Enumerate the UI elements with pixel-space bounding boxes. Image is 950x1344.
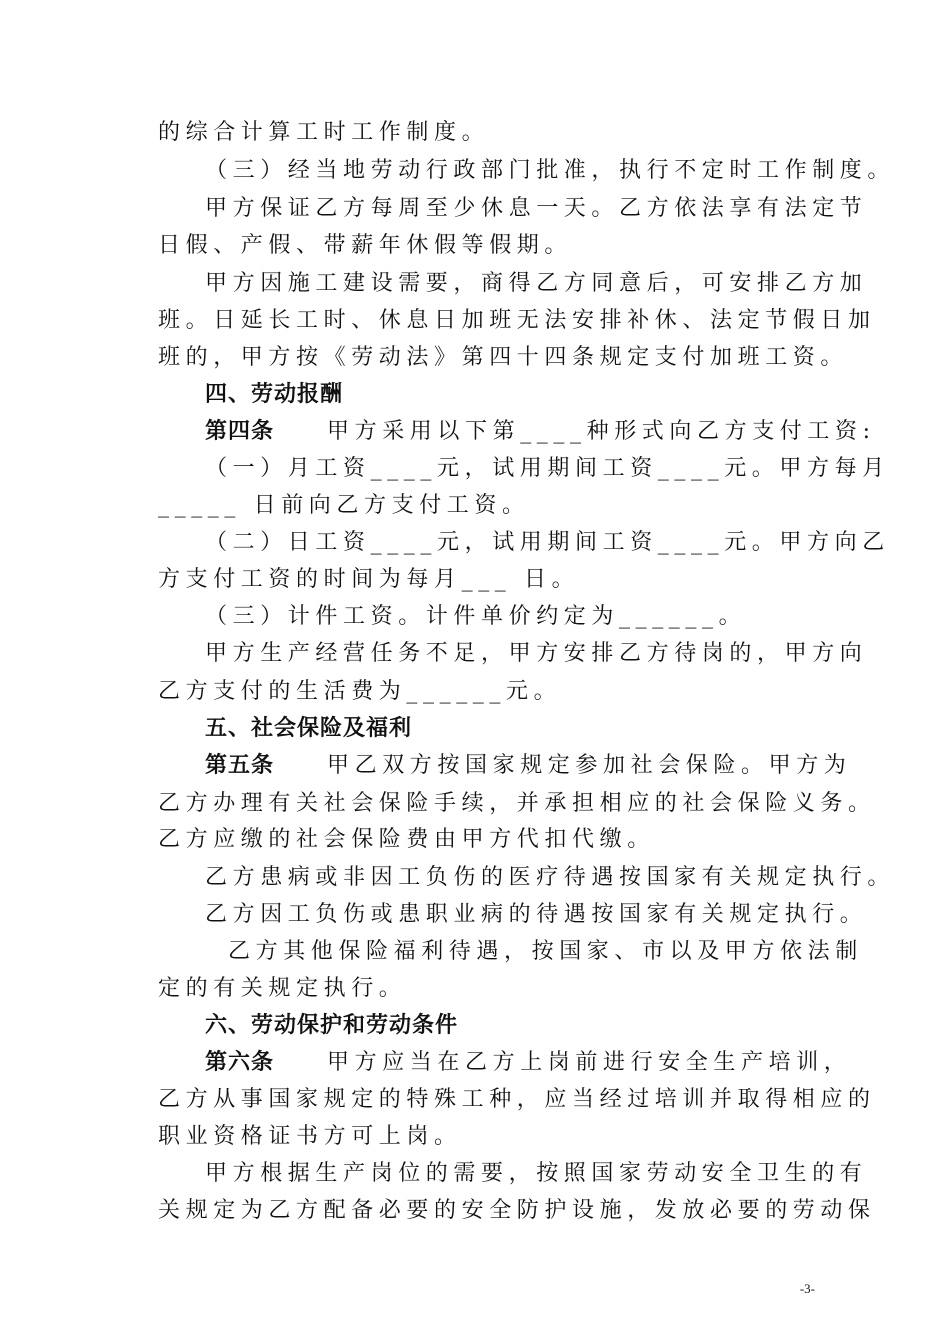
paragraph-line: 班的，甲方按《劳动法》第四十四条规定支付加班工资。 [158, 345, 849, 370]
paragraph-line: （三）经当地劳动行政部门批准，执行不定时工作制度。 [205, 158, 896, 183]
paragraph-line: （一）月工资____元，试用期间工资____元。甲方每月 [205, 456, 890, 481]
article-label: 第五条 [205, 753, 275, 778]
paragraph-line: 甲方因施工建设需要，商得乙方同意后，可安排乙方加 [205, 271, 868, 296]
paragraph-line: （三）计件工资。计件单价约定为______。 [205, 604, 747, 629]
article-line [205, 1046, 852, 1080]
section-heading: 六、劳动保护和劳动条件 [205, 1013, 459, 1038]
paragraph-line: 乙方其他保险福利待遇，按国家、市以及甲方依法制 [228, 939, 863, 964]
paragraph-line: 乙方应缴的社会保险费由甲方代扣代缴。 [158, 827, 655, 852]
section-heading: 四、劳动报酬 [205, 382, 344, 407]
article-text: 甲方采用以下第____种形式向乙方支付工资: [327, 419, 876, 444]
article-label: 第四条 [205, 419, 275, 444]
paragraph-line: 班。日延长工时、休息日加班无法安排补休、法定节假日加 [158, 308, 876, 333]
page-number: -3- [799, 1281, 815, 1296]
article-label: 第六条 [205, 1050, 275, 1075]
paragraph-line: （二）日工资____元，试用期间工资____元。甲方向乙 [205, 530, 890, 555]
paragraph-line: 甲方根据生产岗位的需要，按照国家劳动安全卫生的有 [205, 1161, 868, 1186]
paragraph-line: 乙方从事国家规定的特殊工种，应当经过培训并取得相应的 [158, 1087, 876, 1112]
paragraph-line: 关规定为乙方配备必要的安全防护设施，发放必要的劳动保 [158, 1198, 876, 1223]
paragraph-line: 乙方支付的生活费为______元。 [158, 679, 562, 704]
article-line [205, 749, 852, 783]
section-heading: 五、社会保险及福利 [205, 716, 413, 741]
paragraph-line: 的综合计算工时工作制度。 [158, 120, 490, 145]
paragraph-line: 职业资格证书方可上岗。 [158, 1124, 462, 1149]
paragraph-line: 乙方因工负伤或患职业病的待遇按国家有关规定执行。 [205, 902, 868, 927]
paragraph-line: 甲方保证乙方每周至少休息一天。乙方依法享有法定节 [205, 196, 868, 221]
paragraph-line: 甲方生产经营任务不足，甲方安排乙方待岗的，甲方向 [205, 641, 868, 666]
paragraph-line: 定的有关规定执行。 [158, 976, 407, 1001]
article-line [205, 415, 876, 449]
paragraph-line: 日假、产假、带薪年休假等假期。 [158, 233, 573, 258]
paragraph-line: _____ 日前向乙方支付工资。 [158, 493, 530, 518]
article-text: 甲乙双方按国家规定参加社会保险。甲方为 [327, 753, 852, 778]
article-text: 甲方应当在乙方上岗前进行安全生产培训， [327, 1050, 852, 1075]
paragraph-line: 乙方患病或非因工负伤的医疗待遇按国家有关规定执行。 [205, 865, 896, 890]
paragraph-line: 方支付工资的时间为每月___ 日。 [158, 567, 580, 592]
paragraph-line: 乙方办理有关社会保险手续，并承担相应的社会保险义务。 [158, 791, 876, 816]
